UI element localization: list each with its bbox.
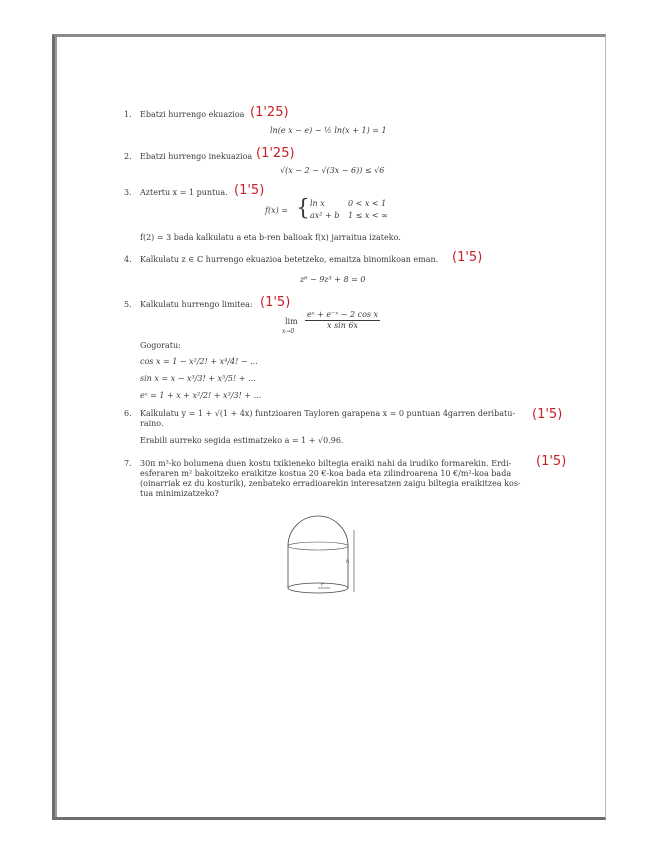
case-1-expr: ln x (310, 199, 325, 208)
problem-6-statement: Kalkulatu y = 1 + √(1 + 4x) funtzioaren Tayloren garapena x = 0 puntuan 4garren deribatu-raino. (140, 409, 516, 428)
problem-5-number: 5. (124, 300, 132, 309)
limit-fraction (305, 310, 380, 331)
problem-7-statement: 30π m³-ko bolumena duen kostu txikieneko biltegia eraiki nahi da irudiko formarekin. Erdi-esferaren m² bakoitzeko eraikitze kostua 20 €-koa bada eta zilindroarena 10 €/m²-koa bada (oinarriak ez du kosturik), zenbateko erradioarekin interesatzen zaigu biltegia eraikitzea kos-tua minimizatzeko? (140, 459, 521, 498)
problem-3-note: f(2) = 3 bada kalkulatu a eta b-ren balioak f(x) jarraitua izateko. (140, 233, 401, 242)
problem-3-points: (1'5) (234, 183, 265, 198)
problem-7-number: 7. (124, 459, 132, 468)
problem-3-statement: Aztertu x = 1 puntua. (140, 188, 228, 197)
problem-2-number: 2. (124, 152, 132, 161)
case-1-cond: 0 < x < 1 (348, 199, 387, 208)
limit-denominator: x sin 6x (327, 321, 359, 330)
reminder-exp: eˣ = 1 + x + x²/2! + x³/3! + ... (140, 391, 262, 400)
limit-subscript: x→0 (282, 328, 295, 335)
problem-6-points: (1'5) (532, 407, 563, 422)
problem-1-points: (1'25) (250, 105, 289, 120)
problem-4-equation: z⁶ − 9z³ + 8 = 0 (300, 275, 366, 284)
piecewise-brace: { (296, 196, 310, 221)
problem-1-number: 1. (124, 110, 132, 119)
problem-3-number: 3. (124, 188, 132, 197)
figure-label-r: r (321, 582, 324, 588)
case-2-expr: ax² + b (310, 211, 340, 220)
problem-1-equation: ln(e x − e) − ½ ln(x + 1) = 1 (270, 126, 387, 135)
reminder-cos: cos x = 1 − x²/2! + x⁴/4! − ... (140, 357, 258, 366)
problem-7-points: (1'5) (536, 454, 567, 469)
problem-4-number: 4. (124, 255, 132, 264)
limit-operator (285, 317, 298, 327)
case-2-cond: 1 ≤ x < ∞ (348, 211, 388, 220)
figure-label-h: h (346, 559, 350, 565)
reminder-title: Gogoratu: (140, 341, 181, 350)
problem-2-statement: Ebatzi hurrengo inekuazioa (140, 152, 253, 161)
problem-4-points: (1'5) (452, 250, 483, 265)
problem-4-statement: Kalkulatu z ∈ ℂ hurrengo ekuazioa betetzeko, emaitza binomikoan eman. (140, 255, 439, 264)
problem-6-number: 6. (124, 409, 132, 418)
problem-2-points: (1'25) (256, 146, 295, 161)
problem-5-statement: Kalkulatu hurrengo limitea: (140, 300, 253, 309)
scan-edge (55, 37, 57, 817)
limit-word: lim (285, 317, 298, 326)
reminder-sin: sin x = x − x³/3! + x⁵/5! + ... (140, 374, 256, 383)
problem-6-note: Erabili aurreko segida estimatzeko a = 1 + √0.96. (140, 436, 344, 445)
problem-1-statement: Ebatzi hurrengo ekuazioa (140, 110, 245, 119)
limit-numerator: eˣ + e⁻ˣ − 2 cos x (307, 310, 379, 319)
problem-3-function-lhs: f(x) = (265, 206, 288, 215)
silo-figure (280, 508, 360, 600)
problem-2-equation: √(x − 2 − √(3x − 6)) ≤ √6 (280, 166, 385, 175)
problem-5-points: (1'5) (260, 295, 291, 310)
